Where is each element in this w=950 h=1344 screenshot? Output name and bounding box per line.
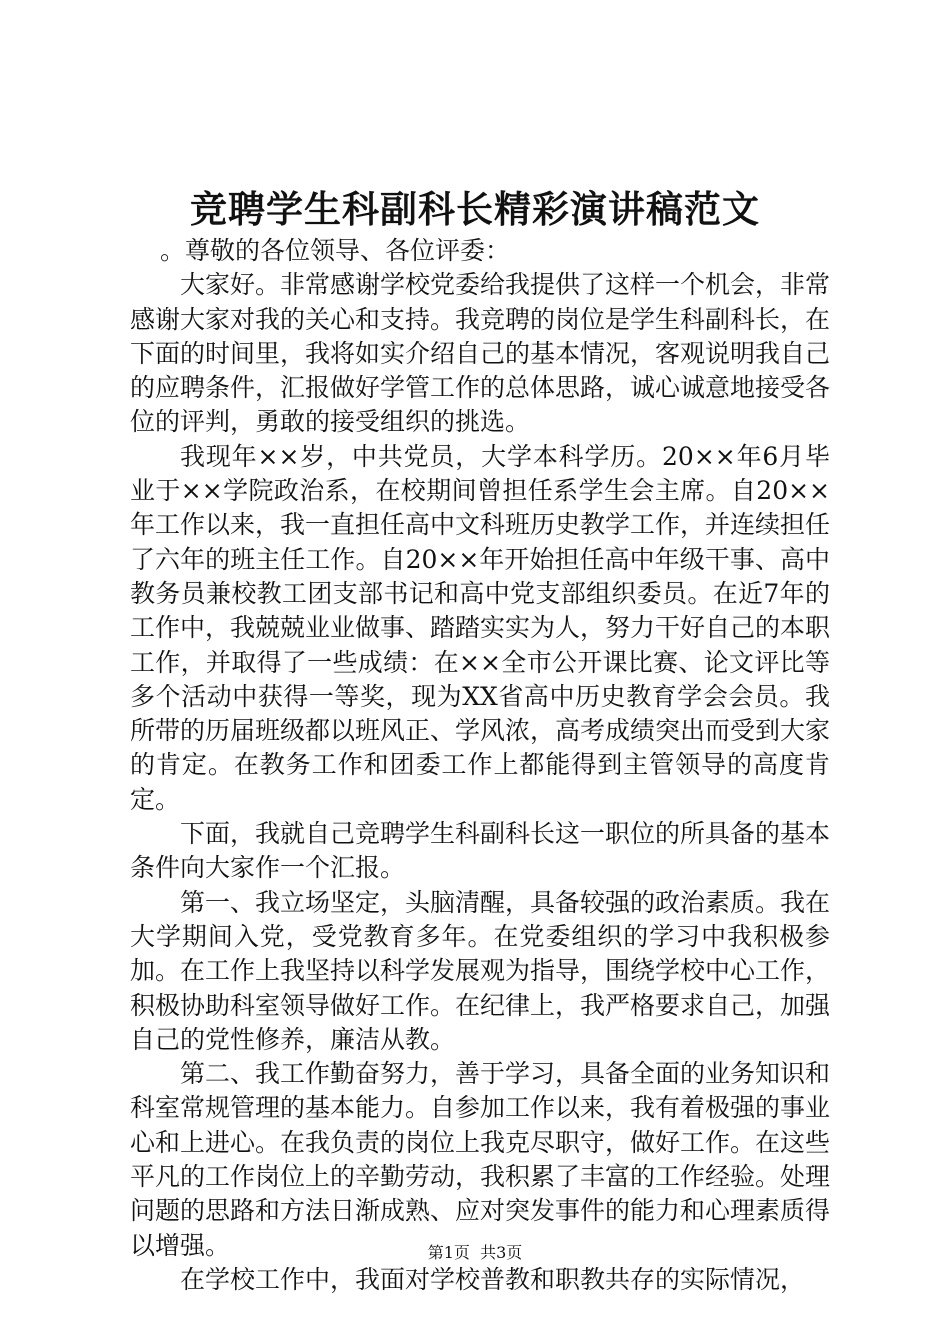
paragraph-background: 我现年××岁，中共党员，大学本科学历。20××年6月毕业于××学院政治系，在校期间曾担任系学生会主席。自20××年工作以来，我一直担任高中文科班历史教学工作，并连续担任了六年的班主任工作。自20××年开始担任高中年级干事、高中教务员兼校教工团支部书记和高中党支部组织委员。在近7年的工作中，我兢兢业业做事、踏踏实实为人，努力干好自己的本职工作，并取得了一些成绩：在××全市公开课比赛、论文评比等多个活动中获得一等奖，现为XX省高中历史教育学会会员。我所带的历届班级都以班风正、学风浓，高考成绩突出而受到大家的肯定。在教务工作和团委工作上都能得到主管领导的高度肯定。 (130, 441, 831, 814)
paragraph-first-point: 第一、我立场坚定，头脑清醒，具备较强的政治素质。我在大学期间入党，受党教育多年。在党委组织的学习中我积极参加。在工作上我坚持以科学发展观为指导，围绕学校中心工作，积极协助科室领导做好工作。在纪律上，我严格要求自己，加强自己的党性修养，廉洁从教。 (130, 887, 831, 1054)
paragraph-second-point: 第二、我工作勤奋努力，善于学习，具备全面的业务知识和科室常规管理的基本能力。自参加工作以来，我有着极强的事业心和上进心。在我负责的岗位上我克尽职守，做好工作。在这些平凡的工作岗位上的辛勤劳动，我积累了丰富的工作经验。处理问题的思路和方法日渐成熟、应对突发事件的能力和心理素质得以增强。 (130, 1059, 831, 1260)
paragraph-greeting: 大家好。非常感谢学校党委给我提供了这样一个机会，非常感谢大家对我的关心和支持。我竞聘的岗位是学生科副科长，在下面的时间里，我将如实介绍自己的基本情况，客观说明我自己的应聘条件，汇报做好学管工作的总体思路，诚心诚意地接受各位的评判，勇敢的接受组织的挑选。 (130, 270, 831, 437)
document-body (130, 234, 830, 1297)
paragraph-intro-conditions: 下面，我就自己竞聘学生科副科长这一职位的所具备的基本条件向大家作一个汇报。 (130, 819, 831, 883)
paragraph-school-work: 在学校工作中，我面对学校普教和职教共存的实际情况， (180, 1264, 806, 1294)
document-title: 竞聘学生科副科长精彩演讲稿范文 (190, 187, 760, 231)
page-footer (0, 1242, 950, 1264)
salutation: 。尊敬的各位领导、各位评委： (160, 236, 511, 265)
page-number: 第1页 共3页 (427, 1243, 523, 1262)
